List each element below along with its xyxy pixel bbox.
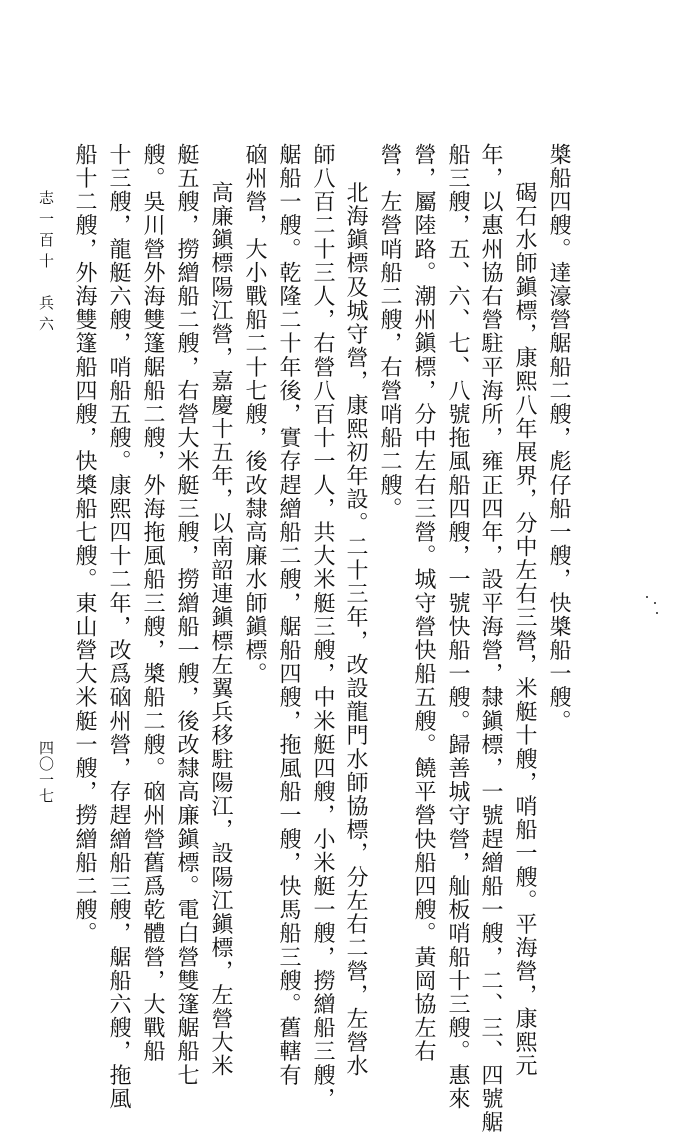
- text-column-7: 北海鎭標及城守營，康熙初年設。二十三年，改設龍門水師協標，分左右二營，左營水: [343, 181, 368, 1078]
- page-number: 四〇一七: [37, 740, 55, 804]
- text-column-2: 碣石水師鎭標，康熙八年展界，分中左右三營，米艇十艘，哨船一艘。平海營，康熙元: [512, 181, 537, 1078]
- text-column-5: 營，屬陸路。潮州鎭標，分中左右三營。城守營快船五艘。饒平營快船四艘。黃岡協左右: [411, 143, 436, 1064]
- text-column-10: 硇州營，大小戰船二十七艘，後改隸高廉水師鎭標。: [242, 143, 267, 686]
- text-column-14: 十三艘，龍艇六艘，哨船五艘。康熙四十二年，改爲硇州營，存趕繒船三艘，艍船六艘，拖風: [106, 143, 131, 1111]
- text-column-4: 船三艘，五、六、七、八號拖風船四艘，一號快船一艘。歸善城守營，舢板哨船十三艘。惠來: [445, 143, 470, 1111]
- speck-mark: [656, 612, 658, 614]
- chapter-label: 志一百十 兵六: [37, 190, 55, 337]
- text-column-8: 師八百二十三人，右營八百十一人，共大米艇三艘，中米艇四艘，小米艇一艘，撈繒船三艘，: [310, 143, 335, 1111]
- speck-mark: [654, 602, 656, 604]
- text-column-13: 艘。吳川營外海雙篷艍船二艘，外海拖風船三艘，槳船二艘。硇州營舊爲乾體營，大戰船: [140, 143, 165, 1064]
- text-column-1: 槳船四艘。達濠營艍船二艘，彪仔船一艘，快槳船一艘。: [546, 143, 571, 733]
- text-column-6: 營，左營哨船二艘，右營哨船二艘。: [377, 143, 402, 521]
- speck-mark: [646, 596, 648, 598]
- text-column-3: 年，以惠州協右營駐平海所，雍正四年，設平海營，隸鎭標，一號趕繒船一艘，二、三、四號艍: [478, 143, 503, 1134]
- text-column-12: 艇五艘，撈繒船二艘，右營大米艇三艘，撈繒船一艘，後改隸高廉鎭標。電白營雙篷艍船七: [174, 143, 199, 1087]
- text-column-15: 船十二艘，外海雙篷船四艘，快槳船七艘。東山營大米艇一艘，撈繒船二艘。: [72, 143, 97, 946]
- text-column-9: 艍船一艘。乾隆二十年後，實存趕繒船二艘，艍船四艘，拖風船一艘，快馬船三艘。舊轄有: [276, 143, 301, 1087]
- text-column-11: 高廉鎭標陽江營，嘉慶十五年，以南韶連鎭標左翼兵移駐陽江，設陽江鎭標，左營大米: [208, 181, 233, 1078]
